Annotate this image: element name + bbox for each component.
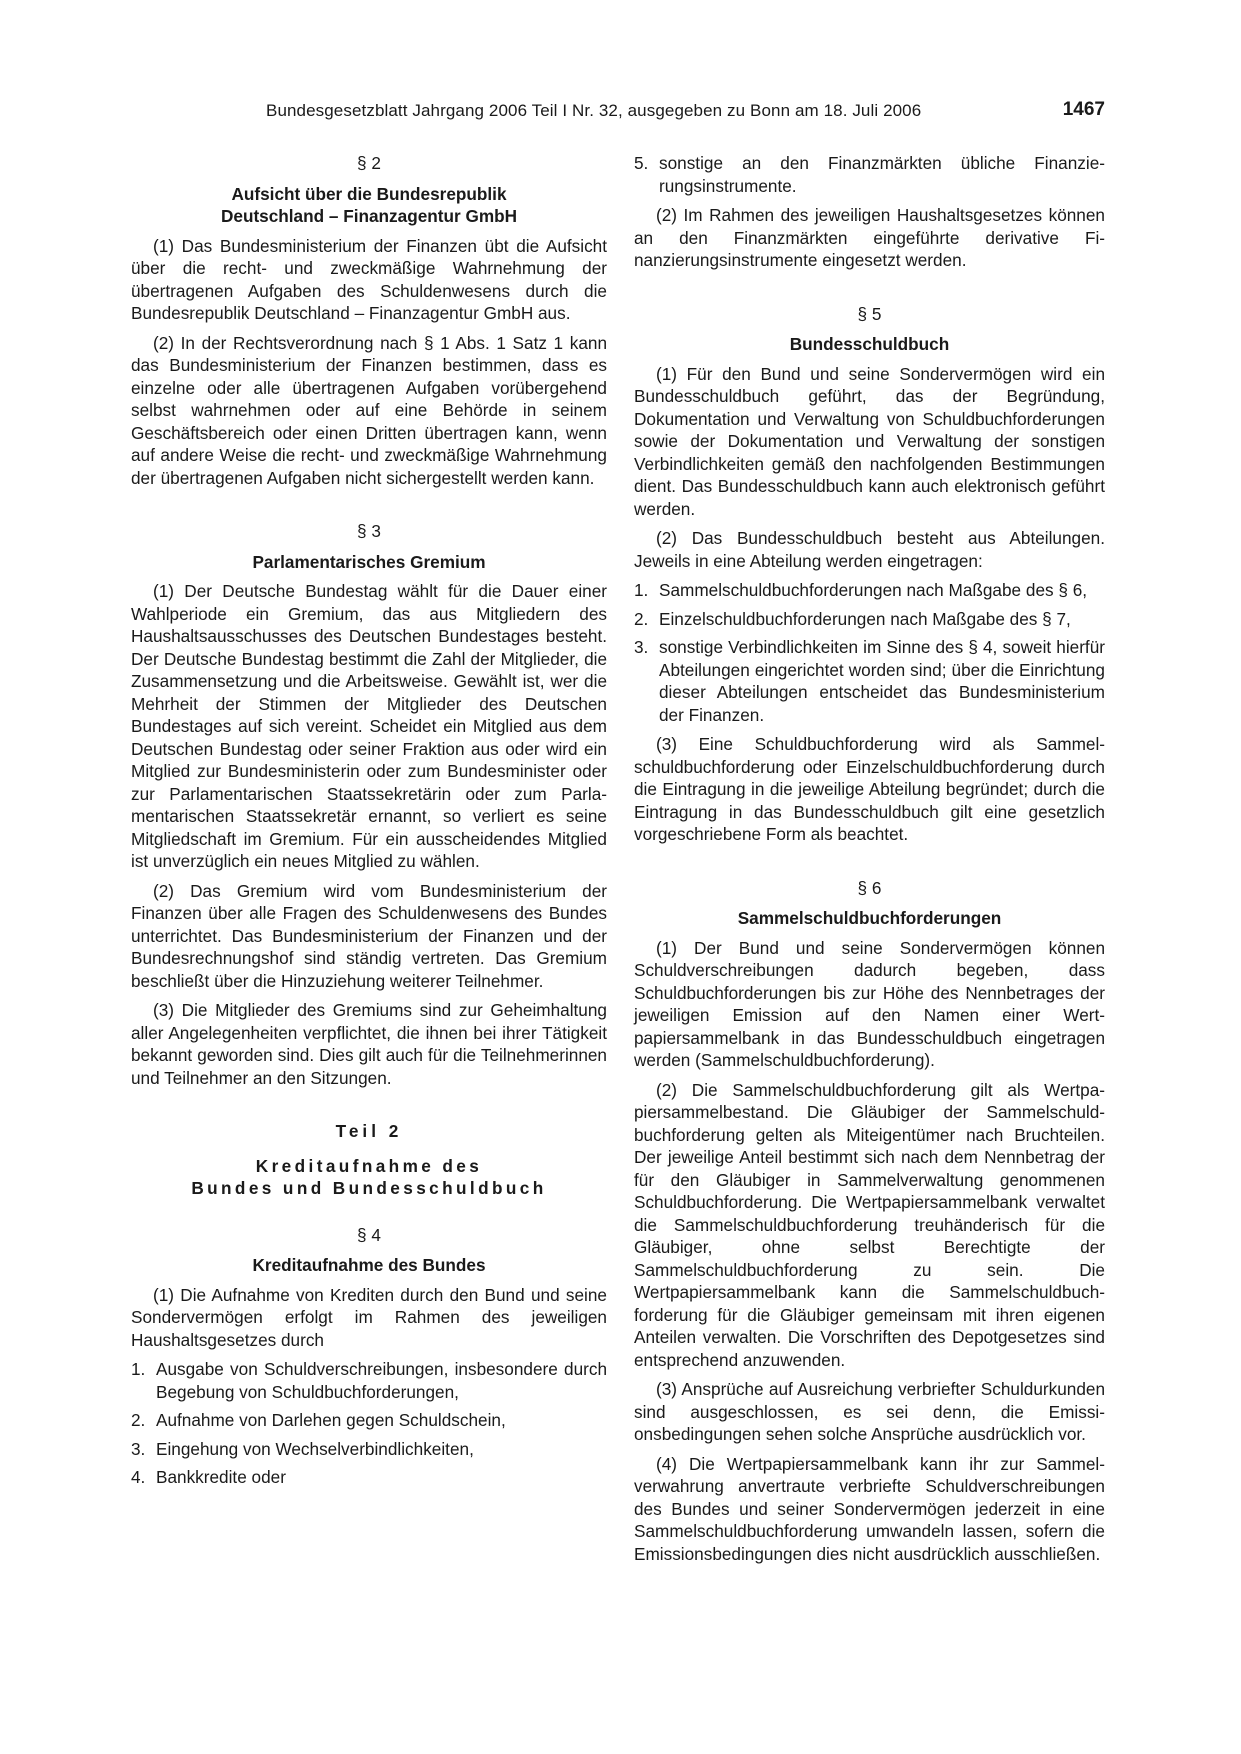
section-number: § 3 — [357, 521, 381, 541]
paragraph: (1) Der Deutsche Bundestag wählt für die Dauer einer Wahlperiode ein Gremium, das aus Mitgliedern des Haushaltsausschusses des Deutschen Bundestages besteht. Der Deutsche Bundestag bestimmt die Zahl der Mitglieder, die Zusammensetzung und die Arbeitsweise. Gewählt ist, wer die Mehrheit der Stimmen der Mitglieder des Deutschen Bundestages auf sich vereint. Scheidet ein Mitglied aus dem Deutschen Bundestag oder seiner Fraktion aus oder wird ein Mitglied zur Bundesministerin oder zum Bundesminister oder zur Parlamentarischen Staatssekretärin oder zum Parlamentarischen Staatssekretär ernannt, so verliert es seine Mitgliedschaft im Gremium. Für ein ausscheidendes Mitglied ist unverzüglich ein neues Mitglied zu wählen. — [131, 581, 607, 871]
list-item-text: Sammelschuldbuchforderungen nach Maßgabe des § 6, — [659, 580, 1088, 600]
running-header: Bundesgesetzblatt Jahrgang 2006 Teil I Nr. 32, ausgegeben zu Bonn am 18. Juli 2006 — [266, 101, 922, 120]
paragraph: (4) Die Wertpapiersammelbank kann ihr zur Sammelverwahrung anvertraute verbriefte Schuldverschreibungen des Bundes und seiner Sondervermögen jederzeit in eine Sammelschuldbuchforderung umwandeln lassen, sofern die Emissionsbedingungen dies nicht ausdrücklich ausschließen. — [634, 1453, 1105, 1564]
list-item-text: sonstige an den Finanzmärkten übliche Finanzierungsinstrumente. — [659, 153, 1105, 196]
spacer — [131, 1200, 607, 1224]
enumerated-list — [634, 579, 1105, 726]
section-title-line: Deutschland – Finanzagentur GmbH — [220, 206, 518, 226]
section-title: Bundesschuldbuch — [789, 334, 950, 354]
list-item — [634, 608, 1105, 631]
paragraph: (3) Ansprüche auf Ausreichung verbriefter Schuldurkunden sind ausgeschlossen, es sei denn, die Emissionsbedingungen sehen solche Ansprüche ausdrücklich vor. — [634, 1379, 1105, 1444]
paragraph: (2) In der Rechtsverordnung nach § 1 Abs. 1 Satz 1 kann das Bundesministerium der Finanzen bestimmen, dass es einzelne oder alle übertragenen Aufgaben vorübergehend selbst wahrnehmen oder auf eine Behörde in seinem Geschäftsbereich oder einen Dritten übertragen kann, wenn auf andere Weise die recht- und zweckmäßige Wahrnehmung der übertragenen Aufgaben nicht sichergestellt werden kann. — [131, 332, 607, 488]
part-title-line: Bundes und Bundesschuldbuch — [191, 1178, 547, 1198]
list-item — [634, 152, 1105, 197]
paragraph: (3) Die Mitglieder des Gremiums sind zur Geheimhaltung aller Angelegenheiten verpflichtet, die ihnen bei ihrer Tätigkeit bekannt geworden sind. Dies gilt auch für die Teilnehmerinnen und Teilnehmer an den Sitzungen. — [131, 1000, 607, 1088]
paragraph: (2) Die Sammelschuldbuchforderung gilt als Wertpapiersammelbestand. Die Gläubiger der Sammelschuldbuchforderung gelten als Miteigentümer nach Bruchteilen. Der jeweilige Anteil bestimmt sich nach dem Nennbetrag der für den Gläubiger in Sammelverwaltung genommenen Schuldbuchforderung. Die Wertpapiersammelbank verwaltet die Sammelschuldbuchforderung treuhänderisch für die Gläubiger, ohne selbst Berechtigte der Sammelschuldbuchforderung zu sein. Die Wertpapiersammelbank kann die Sammelschuldbuchforderung für die Gläubiger gemeinsam mit ihren eigenen Anteilen verwalten. Die Vorschriften des Depotgesetzes sind entsprechend anzuwenden. — [634, 1079, 1105, 1370]
list-item — [634, 579, 1105, 602]
list-item-number: 3. — [634, 637, 649, 657]
list-item-text: Bankkredite oder — [156, 1467, 286, 1487]
left-column — [131, 152, 607, 1496]
list-item — [634, 636, 1105, 726]
paragraph: (2) Das Gremium wird vom Bundesministerium der Finanzen über alle Fragen des Schuldenwesens des Bundes unterrichtet. Das Bundesministerium der Finanzen und der Bundesrechnungshof sind ständig vertreten. Das Gremium beschließt über die Hinzuziehung weiterer Teilnehmer. — [131, 880, 607, 991]
spacer — [634, 279, 1105, 303]
page-header — [131, 101, 1105, 125]
enumerated-list — [131, 1358, 607, 1489]
section-number: § 6 — [857, 877, 882, 898]
section-title: Kreditaufnahme des Bundes — [252, 1255, 486, 1275]
paragraph: (1) Das Bundesministerium der Finanzen übt die Aufsicht über die recht- und zweckmäßige Wahrnehmung der übertragenen Aufgaben des Schuldenwesens durch die Bundesrepublik Deutschland – Finanzagentur GmbH aus. — [131, 235, 607, 323]
section-title: Sammelschuldbuchforderungen — [737, 908, 1002, 928]
list-item-number: 3. — [131, 1438, 146, 1459]
page-number: 1467 — [1062, 99, 1105, 120]
spacer — [634, 853, 1105, 877]
part-number: Teil 2 — [335, 1121, 403, 1141]
list-item-text: Ausgabe von Schuldverschreibungen, insbesondere durch Begebung von Schuldbuchforderungen, — [156, 1359, 607, 1402]
list-item-number: 4. — [131, 1467, 146, 1487]
list-item-number: 5. — [634, 153, 649, 173]
paragraph: (1) Für den Bund und seine Sondervermögen wird ein Bundesschuldbuch geführt, das der Begründung, Dokumentation und Verwaltung von Schuldbuchforderungen sowie der Dokumentation und Verwaltung der sonstigen Verbindlichkeiten gemäß den nachfolgenden Bestimmungen dient. Das Bundesschuldbuch kann auch elektronisch geführt werden. — [634, 363, 1105, 519]
list-item-number: 1. — [634, 580, 649, 600]
list-item — [131, 1466, 607, 1489]
section-number: § 2 — [357, 153, 381, 173]
right-column — [634, 152, 1105, 1572]
section-title: Parlamentarisches Gremium — [252, 551, 486, 572]
section-number: § 4 — [357, 1224, 381, 1245]
section-title — [131, 183, 607, 228]
spacer — [131, 496, 607, 520]
list-item-number: 2. — [634, 608, 649, 629]
paragraph: (3) Eine Schuldbuchforderung wird als Sammelschuldbuchforderung oder Einzelschuldbuchforderung durch die Eintragung in die jeweilige Abteilung begründet; durch die Eintragung in das Bundesschuldbuch gilt eine gesetzlich vorgeschriebene Form als beachtet. — [634, 734, 1105, 844]
list-item-text: Einzelschuldbuchforderungen nach Maßgabe des § 7, — [659, 608, 1071, 629]
paragraph: (2) Im Rahmen des jeweiligen Haushaltsgesetzes können an den Finanzmärkten eingeführte derivative Finanzierungsinstrumente eingesetzt werden. — [634, 205, 1105, 270]
list-item-text: Aufnahme von Darlehen gegen Schuldschein, — [156, 1410, 506, 1430]
list-item-text: sonstige Verbindlichkeiten im Sinne des § 4, soweit hierfür Abteilungen eingerichtet worden sind; über die Einrichtung dieser Abteilungen entscheidet das Bundesministerium der Finanzen. — [659, 637, 1105, 725]
spacer — [131, 1096, 607, 1120]
list-item — [131, 1409, 607, 1432]
list-item-number: 2. — [131, 1410, 146, 1430]
section-title-line: Aufsicht über die Bundesrepublik — [231, 183, 507, 204]
paragraph: (1) Die Aufnahme von Krediten durch den Bund und seine Sondervermögen erfolgt im Rahmen des jeweiligen Haushaltsgesetzes durch — [131, 1284, 607, 1350]
part-title-line: Kreditaufnahme des — [255, 1155, 483, 1176]
list-item-text: Eingehung von Wechselverbindlichkeiten, — [156, 1438, 474, 1459]
list-item-number: 1. — [131, 1359, 146, 1379]
list-item — [131, 1438, 607, 1461]
enumerated-list — [634, 152, 1105, 197]
paragraph: (2) Das Bundesschuldbuch besteht aus Abteilungen. Jeweils in eine Abteilung werden eingetragen: — [634, 528, 1105, 571]
paragraph: (1) Der Bund und seine Sondervermögen können Schuldverschreibungen dadurch begeben, dass Schuldbuchforderungen bis zur Höhe des Nennbetrages der jeweiligen Emission auf den Namen einer Wertpapiersammelbank in das Bundesschuldbuch eingetragen werden (Sammelschuldbuchforderung). — [634, 937, 1105, 1070]
section-number: § 5 — [857, 303, 882, 324]
list-item — [131, 1358, 607, 1403]
